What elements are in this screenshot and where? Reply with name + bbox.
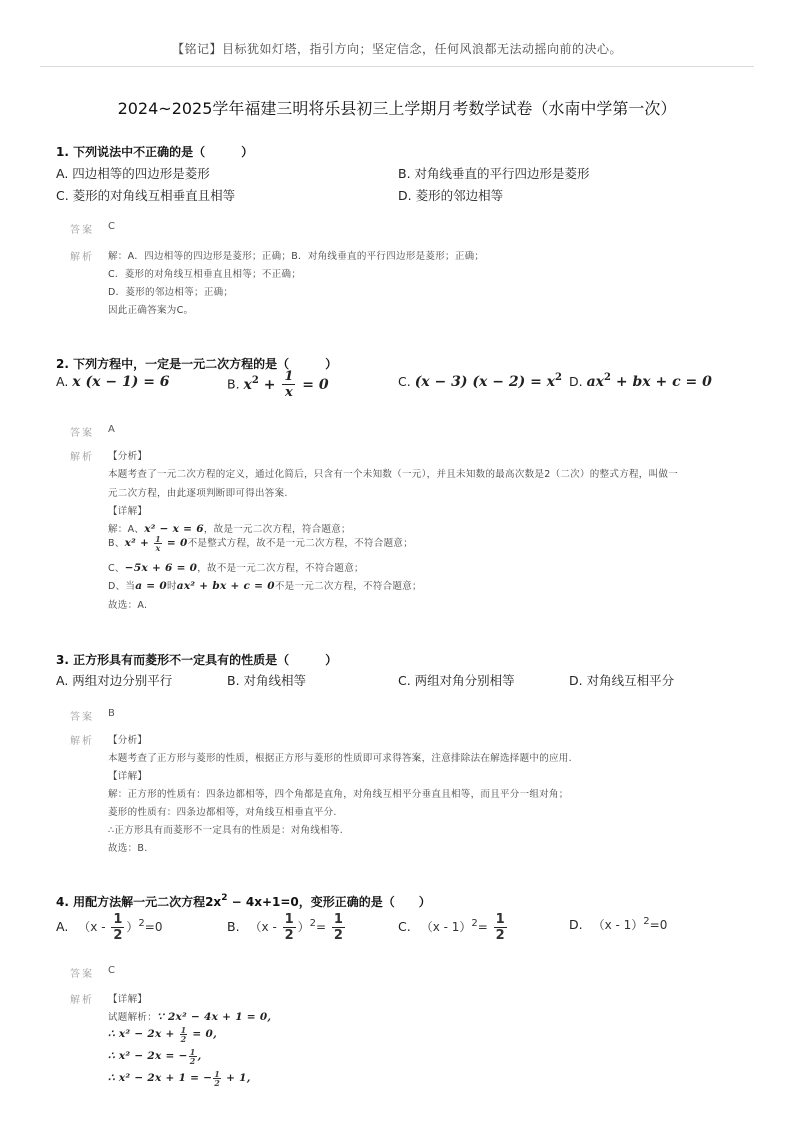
q1-answer-label: 答案 bbox=[70, 225, 94, 236]
q2-analysis-d-prefix: D、当 bbox=[108, 581, 136, 592]
q4-option-c-eq: = bbox=[477, 920, 492, 934]
q4-option-b-math bbox=[249, 912, 347, 943]
q4-stem bbox=[56, 893, 431, 910]
q3-analysis-line: 【分析】 bbox=[108, 735, 148, 746]
q4-option-d[interactable] bbox=[569, 916, 667, 933]
q2-analysis-b-fraction bbox=[154, 535, 162, 552]
q4-analysis-l2-fraction bbox=[180, 1026, 188, 1043]
q4-stem-exp: 2 bbox=[221, 893, 228, 903]
q2-option-d-rest: + bx + c = 0 bbox=[610, 374, 712, 390]
q4-option-c-pre: （x - 1） bbox=[420, 920, 472, 934]
q4-option-d-pre: （x - 1） bbox=[592, 918, 644, 932]
q4-analysis-line-4 bbox=[108, 1070, 251, 1087]
q1-stem: 1. 下列说法中不正确的是（ ） bbox=[56, 145, 254, 159]
q1-analysis-label: 解析 bbox=[70, 252, 94, 263]
q4-option-b-pre: （x - bbox=[249, 920, 281, 934]
q2-analysis-c-text: ，故不是一元二次方程，不符合题意； bbox=[197, 563, 364, 574]
q4-option-b-rhs-fraction bbox=[332, 913, 345, 942]
q4-analysis-l4-num: 1 bbox=[214, 1069, 221, 1079]
q4-analysis-line-1 bbox=[108, 1009, 271, 1023]
q2-option-c-body: (x − 3) (x − 2) = x bbox=[414, 374, 556, 390]
q1-answer: C bbox=[108, 221, 115, 232]
q2-analysis-d-cond: a = 0 bbox=[135, 580, 167, 592]
q2-analysis-line-b bbox=[108, 535, 413, 552]
q2-analysis-label: 解析 bbox=[70, 452, 94, 463]
q4-analysis-label: 解析 bbox=[70, 995, 94, 1006]
q4-analysis-l4-end: + 1, bbox=[222, 1072, 251, 1084]
q2-option-d-math bbox=[587, 374, 712, 390]
q2-option-b-exp: 2 bbox=[251, 374, 259, 386]
q2-option-d-label: D. bbox=[569, 374, 583, 389]
q4-analysis-l2-num: 1 bbox=[180, 1025, 187, 1035]
q2-option-b-num: 1 bbox=[284, 369, 294, 384]
q3-analysis-line: ∴正方形具有而菱形不一定具有的性质是：对角线相等. bbox=[108, 825, 344, 836]
q2-analysis-b-prefix: B、 bbox=[108, 538, 125, 549]
q4-option-b-label: B. bbox=[227, 919, 240, 934]
q4-option-c-label: C. bbox=[398, 919, 411, 934]
q2-option-b-rhs: = 0 bbox=[297, 376, 329, 393]
q2-option-b-math bbox=[243, 369, 329, 400]
q3-stem: 3. 正方形具有而菱形不一定具有的性质是（ ） bbox=[56, 653, 338, 667]
q2-analysis-line: 元二次方程，由此逐项判断即可得出答案. bbox=[108, 488, 288, 499]
q2-option-a[interactable] bbox=[56, 374, 170, 390]
q2-analysis-d-mid: 时 bbox=[166, 581, 177, 592]
q2-option-a-label: A. bbox=[56, 374, 69, 389]
q3-answer: B bbox=[108, 708, 115, 719]
q1-analysis-line: 解：A．四边相等的四边形是菱形；正确；B．对角线垂直的平行四边形是菱形；正确； bbox=[108, 251, 485, 262]
q4-option-d-end: =0 bbox=[649, 918, 668, 932]
q2-analysis-c-prefix: C、 bbox=[108, 563, 125, 574]
q3-answer-label: 答案 bbox=[70, 712, 94, 723]
motto-banner: 【铭记】目标犹如灯塔，指引方向；坚定信念，任何风浪都无法动摇向前的决心。 bbox=[171, 42, 622, 56]
q3-analysis-label: 解析 bbox=[70, 736, 94, 747]
q4-option-a-math bbox=[78, 912, 163, 943]
q2-answer: A bbox=[108, 424, 115, 435]
q4-option-c-rhs-fraction bbox=[494, 913, 507, 942]
q2-option-c-label: C. bbox=[398, 374, 411, 389]
q4-option-b-fraction bbox=[283, 913, 296, 942]
q2-option-b-den: x bbox=[285, 385, 293, 400]
q1-option-a[interactable]: A. 四边相等的四边形是菱形 bbox=[56, 166, 210, 181]
q4-option-a-label: A. bbox=[56, 919, 69, 934]
q4-option-d-exp: 2 bbox=[643, 916, 650, 927]
q3-analysis-line: 解：正方形的性质有：四条边都相等，四个角都是直角，对角线互相平分垂直且相等，而且平分一组对角； bbox=[108, 789, 569, 800]
q2-analysis-b-den: x bbox=[155, 543, 161, 553]
q4-analysis-l1-math: ∵ 2x² − 4x + 1 = 0, bbox=[157, 1011, 272, 1023]
q2-analysis-line-d bbox=[108, 578, 422, 592]
q4-analysis-l4-den: 2 bbox=[214, 1078, 221, 1088]
q4-option-b-exp: 2 bbox=[309, 918, 317, 929]
q2-option-d-exp: 2 bbox=[604, 372, 611, 383]
q4-option-c-rhs-num: 1 bbox=[495, 912, 505, 927]
q3-option-c[interactable]: C. 两组对角分别相等 bbox=[398, 673, 515, 688]
q1-option-c[interactable]: C. 菱形的对角线互相垂直且相等 bbox=[56, 188, 236, 203]
q4-option-a-exp: 2 bbox=[138, 918, 145, 929]
q3-option-b[interactable]: B. 对角线相等 bbox=[227, 673, 307, 688]
q4-option-b-den: 2 bbox=[284, 928, 294, 943]
q2-analysis-d-text: 不是一元二次方程，不符合题意； bbox=[274, 581, 422, 592]
q4-answer-label: 答案 bbox=[70, 969, 94, 980]
q4-analysis-l3-num: 1 bbox=[189, 1047, 196, 1057]
q4-option-b-num: 1 bbox=[284, 912, 294, 927]
q2-option-b[interactable] bbox=[227, 370, 329, 399]
q3-analysis-line: 菱形的性质有：四条边都相等，对角线互相垂直平分. bbox=[108, 807, 337, 818]
q4-analysis-line-3 bbox=[108, 1048, 202, 1065]
q2-analysis-b-num: 1 bbox=[155, 534, 161, 544]
q2-analysis-b-math: x² + bbox=[124, 537, 154, 549]
q4-analysis-l1-prefix: 试题解析： bbox=[108, 1012, 158, 1023]
q4-analysis-l3-den: 2 bbox=[189, 1056, 196, 1066]
q2-analysis-a-text: ，故是一元二次方程，符合题意； bbox=[203, 524, 351, 535]
header-divider bbox=[40, 66, 754, 67]
q2-analysis-line: 本题考查了一元二次方程的定义，通过化简后，只含有一个未知数（一元），并且未知数的最高次数是2（二次）的整式方程，叫做一 bbox=[108, 469, 678, 480]
q4-option-b[interactable] bbox=[227, 913, 347, 942]
q1-option-b[interactable]: B. 对角线垂直的平行四边形是菱形 bbox=[398, 166, 590, 181]
q2-option-a-math: x (x − 1) = 6 bbox=[72, 374, 170, 390]
q4-analysis-l4-math: ∴ x² − 2x + 1 = − bbox=[108, 1072, 213, 1084]
q1-analysis-line: 因此正确答案为C。 bbox=[108, 305, 194, 316]
q4-option-d-math bbox=[593, 918, 668, 932]
q2-analysis-line-c bbox=[108, 560, 364, 574]
q3-option-a[interactable]: A. 两组对边分别平行 bbox=[56, 673, 173, 688]
q4-option-b-rhs-num: 1 bbox=[333, 912, 343, 927]
q4-analysis-l3-end: , bbox=[197, 1050, 202, 1062]
q2-option-c[interactable] bbox=[398, 374, 562, 390]
q2-analysis-tag: 【详解】 bbox=[108, 506, 148, 517]
q4-option-b-rhs-den: 2 bbox=[333, 928, 343, 943]
q4-analysis-l2-den: 2 bbox=[180, 1034, 187, 1044]
q3-option-d[interactable]: D. 对角线互相平分 bbox=[569, 673, 675, 688]
q4-stem-post: − 4x+1=0，变形正确的是（ ） bbox=[227, 895, 431, 909]
q4-option-a-fraction bbox=[111, 913, 124, 942]
q2-option-b-plus: + bbox=[258, 376, 281, 393]
q2-analysis-conclusion: 故选：A. bbox=[108, 600, 148, 611]
paper-title: 2024~2025学年福建三明将乐县初三上学期月考数学试卷（水南中学第一次） bbox=[117, 99, 677, 118]
q2-stem: 2. 下列方程中，一定是一元二次方程的是（ ） bbox=[56, 357, 338, 371]
q2-option-d[interactable] bbox=[569, 374, 712, 390]
q2-analysis-b-rhs: = 0 bbox=[162, 537, 188, 549]
q4-option-a-post: ） bbox=[126, 920, 139, 934]
q1-analysis-line: C．菱形的对角线互相垂直且相等；不正确； bbox=[108, 269, 302, 280]
q4-option-b-eq: = bbox=[316, 920, 330, 934]
q2-analysis-d-math: ax² + bx + c = 0 bbox=[176, 580, 275, 592]
q4-option-a[interactable] bbox=[56, 913, 163, 942]
q2-analysis-a-prefix: 解：A、 bbox=[108, 524, 145, 535]
q3-analysis-line: 本题考查了正方形与菱形的性质，根据正方形与菱形的性质即可求得答案，注意排除法在解选择题中的应用. bbox=[108, 753, 572, 764]
q2-option-b-base: x bbox=[243, 376, 252, 393]
q4-option-c-exp: 2 bbox=[471, 918, 478, 929]
q4-option-c-math bbox=[420, 912, 509, 943]
q2-option-b-label: B. bbox=[227, 376, 240, 392]
q3-analysis-line: 故选：B. bbox=[108, 843, 148, 854]
q2-analysis-a-math: x² − x = 6 bbox=[144, 523, 204, 535]
q2-analysis-b-text: 不是整式方程，故不是一元二次方程，不符合题意； bbox=[187, 538, 413, 549]
q4-analysis-l2-rhs: = 0, bbox=[188, 1028, 218, 1040]
q4-analysis-l3-math: ∴ x² − 2x = − bbox=[108, 1050, 188, 1062]
q4-option-a-den: 2 bbox=[113, 928, 123, 943]
q4-option-d-label: D. bbox=[569, 917, 583, 932]
q4-stem-pre: 4. 用配方法解一元二次方程2x bbox=[56, 895, 222, 909]
q4-analysis-l4-fraction bbox=[213, 1070, 221, 1087]
q3-analysis-line: 【详解】 bbox=[108, 771, 148, 782]
q4-answer: C bbox=[108, 965, 115, 976]
q2-option-c-exp: 2 bbox=[555, 372, 562, 383]
q4-analysis-line-2 bbox=[108, 1026, 217, 1043]
q2-analysis-tag: 【分析】 bbox=[108, 451, 148, 462]
q4-option-a-pre: （x - bbox=[78, 920, 110, 934]
q2-analysis-line-a bbox=[108, 521, 351, 535]
q4-analysis-l2-math: ∴ x² − 2x + bbox=[108, 1028, 179, 1040]
q4-option-a-end: =0 bbox=[144, 920, 163, 934]
q4-analysis-tag: 【详解】 bbox=[108, 994, 148, 1005]
q1-analysis-line: D．菱形的邻边相等；正确； bbox=[108, 287, 234, 298]
q2-answer-label: 答案 bbox=[70, 428, 94, 439]
q2-analysis-c-math: −5x + 6 = 0 bbox=[124, 562, 198, 574]
q1-option-d[interactable]: D. 菱形的邻边相等 bbox=[398, 188, 504, 203]
q2-option-b-fraction bbox=[282, 370, 295, 399]
q2-option-d-base: ax bbox=[586, 374, 605, 390]
q2-option-c-math bbox=[415, 374, 562, 390]
q4-option-b-post: ） bbox=[297, 920, 310, 934]
q4-analysis-l3-fraction bbox=[189, 1048, 197, 1065]
q4-option-c[interactable] bbox=[398, 913, 509, 942]
q4-option-c-rhs-den: 2 bbox=[495, 928, 505, 943]
q4-option-a-num: 1 bbox=[113, 912, 123, 927]
